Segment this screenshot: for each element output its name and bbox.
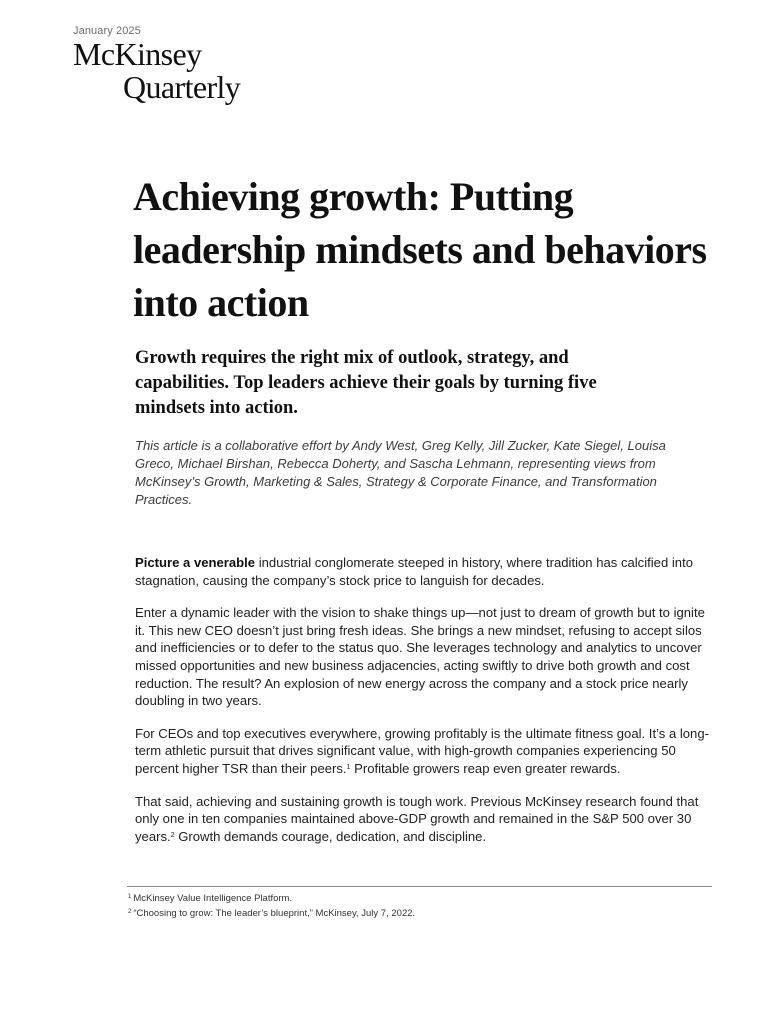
lead-in-text: Picture a venerable [135,555,256,570]
footnote-1 [128,891,708,906]
paragraph-4-text-end: Growth demands courage, dedication, and discipline. [174,828,487,844]
footnote-ref-1[interactable]: 1 [346,763,351,771]
footnote-divider [127,886,712,887]
article-deck: Growth requires the right mix of outlook, strategy, and capabilities. Top leaders achieve their goals by turning five mindsets into action. [135,348,597,418]
body-paragraph-1 [135,554,715,589]
footnote-2 [128,906,708,921]
paragraph-1-text: industrial conglomerate steeped in history, where tradition has calcified into stagnation, causing the company’s stock price to languish for decades. [135,555,693,588]
body-paragraph-4 [135,793,715,846]
footnote-text: McKinsey Value Intelligence Platform. [133,893,293,904]
footnote-ref-2[interactable]: 2 [170,831,175,839]
brand-line-1: McKinsey [73,36,202,72]
body-paragraph-3 [135,725,715,778]
brand-logo [73,38,240,104]
paragraph-3-text: For CEOs and top executives everywhere, growing profitably is the ultimate fitness goal. It’s a long-term athletic pursuit that drives significant value, with high-growth companies experiencing 50 percent higher TSR than their peers. [135,725,709,776]
footnotes [128,891,708,921]
article-byline: This article is a collaborative effort by Andy West, Greg Kelly, Jill Zucker, Kate Siegel, Louisa Greco, Michael Birshan, Rebecca Doherty, and Sascha Lehmann, representing views from McKinsey’s Growth, Marketing & Sales, Strategy & Corporate Finance, and Transformation Practices. [135,438,666,507]
footnote-number: 1 [128,894,132,900]
paragraph-4-text: That said, achieving and sustaining growth is tough work. Previous McKinsey research found that only one in ten companies maintained above-GDP growth and remained in the S&P 500 over 30 years. [135,793,699,844]
paragraph-3-text-end: Profitable growers reap even greater rewards. [350,760,621,776]
article-title: Achieving growth: Putting leadership mindsets and behaviors into action [133,174,707,325]
article-body [135,554,715,860]
brand-line-2: Quarterly [123,69,241,105]
footnote-text: “Choosing to grow: The leader’s blueprint,” McKinsey, July 7, 2022. [133,908,416,919]
footnote-number: 2 [128,909,132,915]
issue-date: January 2025 [73,25,141,37]
body-paragraph-2: Enter a dynamic leader with the vision to shake things up—not just to dream of growth but to ignite it. This new CEO doesn’t just bring fresh ideas. She brings a new mindset, refusing to accept silos and inefficiencies or to defer to the status quo. She leverages technology and analytics to uncover missed opportunities and new business adjacencies, acting swiftly to drive both growth and cost reduction. The result? An explosion of new energy across the company and a stock price nearly doubling in two years. [135,605,705,709]
